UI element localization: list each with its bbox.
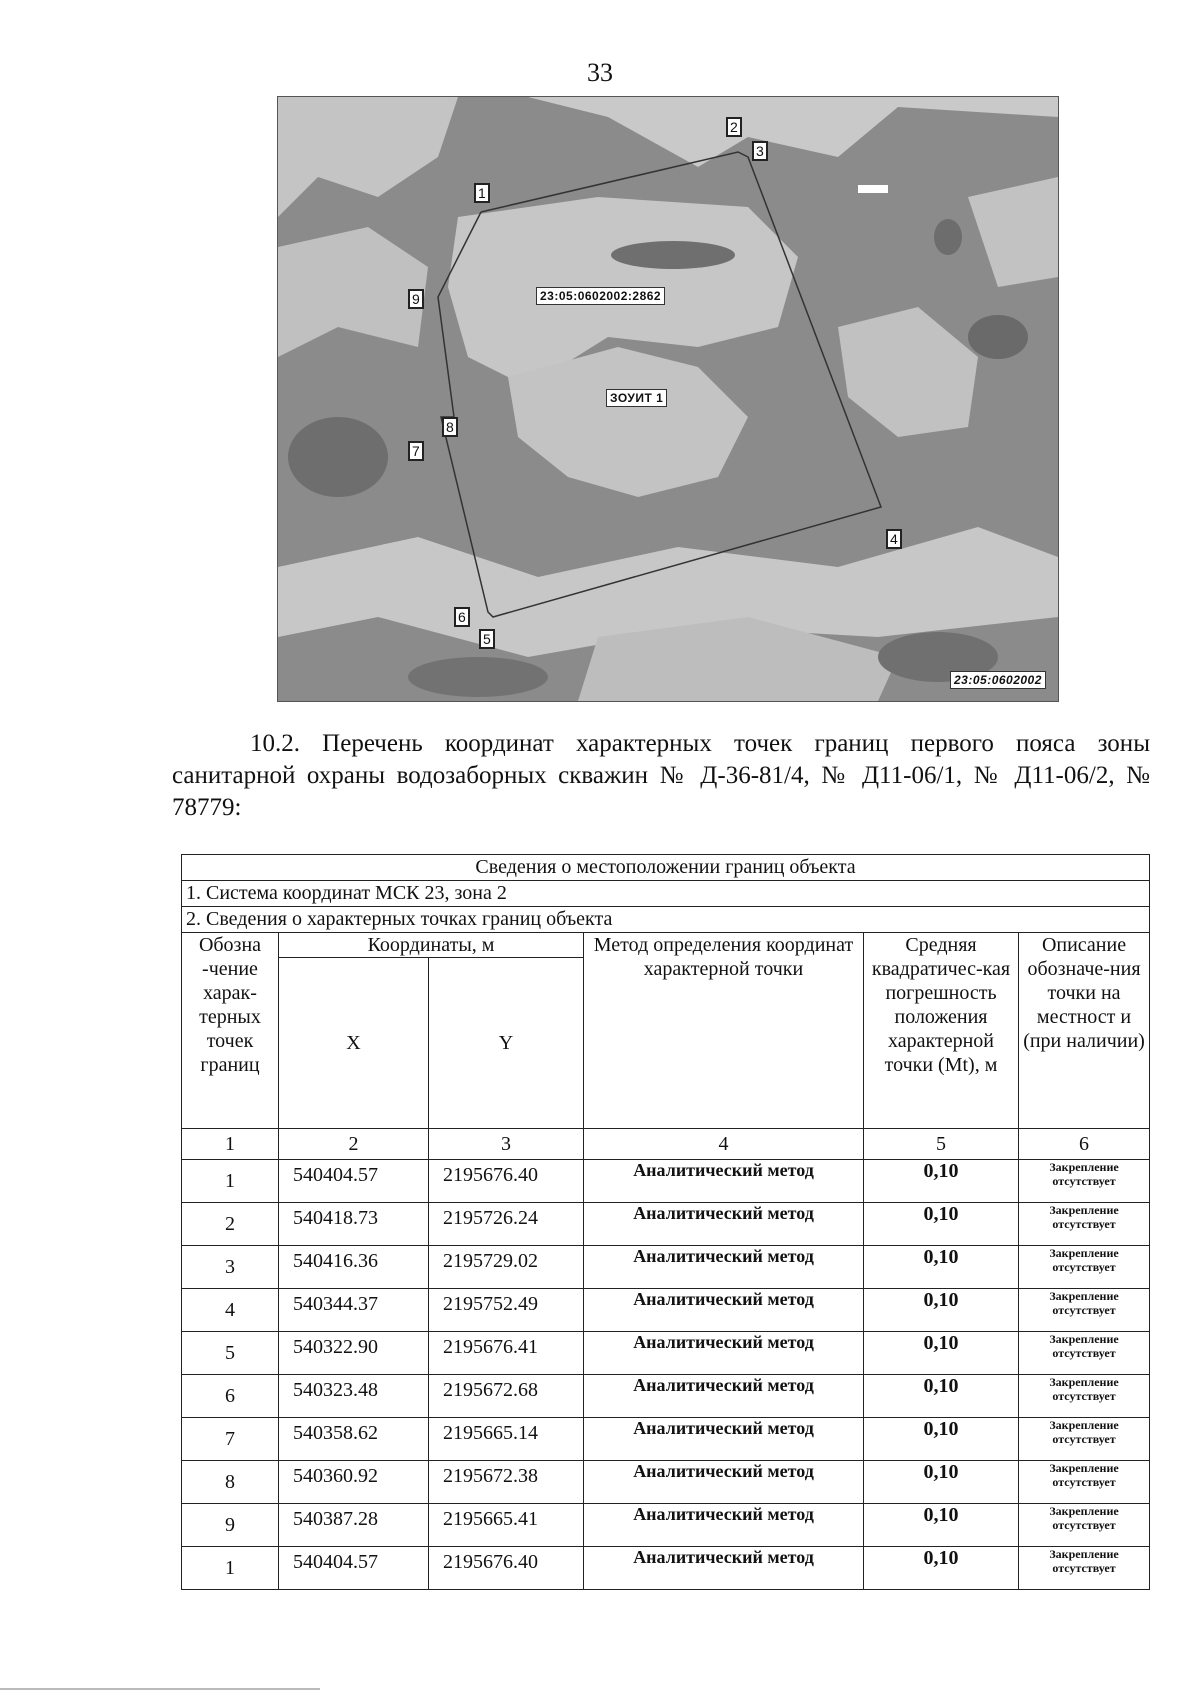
column-header-row	[182, 933, 1150, 958]
x-coordinate: 540358.62	[279, 1418, 429, 1461]
x-coordinate: 540344.37	[279, 1289, 429, 1332]
map-point-label: 5	[479, 629, 495, 649]
table-row	[182, 1203, 1150, 1246]
point-id: 3	[182, 1246, 279, 1289]
accuracy: 0,10	[864, 1203, 1019, 1246]
method: Аналитический метод	[584, 1461, 864, 1504]
col-designation: Обозна -чение харак-терных точек границ	[182, 933, 279, 1129]
method: Аналитический метод	[584, 1504, 864, 1547]
x-coordinate: 540404.57	[279, 1160, 429, 1203]
description: Закрепление отсутствует	[1019, 1246, 1150, 1289]
table-row	[182, 1246, 1150, 1289]
col-y: Y	[429, 958, 584, 1129]
description: Закрепление отсутствует	[1019, 1375, 1150, 1418]
y-coordinate: 2195676.40	[429, 1547, 584, 1590]
col-accuracy: Средняя квадратичес-кая погрешность положения характерной точки (Mt), м	[864, 933, 1019, 1129]
description: Закрепление отсутствует	[1019, 1547, 1150, 1590]
x-coordinate: 540418.73	[279, 1203, 429, 1246]
accuracy: 0,10	[864, 1461, 1019, 1504]
section-heading: 10.2. Перечень координат характерных точек границ первого пояса зоны санитарной охраны водозаборных скважин № Д-36-81/4, № Д11-06/1, № Д11-06/2, № 78779:	[172, 730, 1150, 821]
point-id: 1	[182, 1547, 279, 1590]
point-id: 9	[182, 1504, 279, 1547]
column-number: 2	[279, 1129, 429, 1160]
column-number: 1	[182, 1129, 279, 1160]
table-row	[182, 1332, 1150, 1375]
points-header: 2. Сведения о характерных точках границ объекта	[182, 907, 1150, 933]
point-id: 6	[182, 1375, 279, 1418]
table-title-row	[182, 855, 1150, 881]
zone-map	[277, 96, 1059, 702]
description: Закрепление отсутствует	[1019, 1461, 1150, 1504]
method: Аналитический метод	[584, 1289, 864, 1332]
map-point-label: 3	[752, 141, 768, 161]
y-coordinate: 2195676.41	[429, 1332, 584, 1375]
y-coordinate: 2195752.49	[429, 1289, 584, 1332]
point-id: 1	[182, 1160, 279, 1203]
accuracy: 0,10	[864, 1504, 1019, 1547]
column-number: 5	[864, 1129, 1019, 1160]
point-id: 2	[182, 1203, 279, 1246]
col-coordinates: Координаты, м	[279, 933, 584, 958]
zone-label: ЗОУИТ 1	[606, 389, 667, 407]
accuracy: 0,10	[864, 1375, 1019, 1418]
method: Аналитический метод	[584, 1418, 864, 1461]
x-coordinate: 540404.57	[279, 1547, 429, 1590]
col-description: Описание обозначе-ния точки на местност и (при наличии)	[1019, 933, 1150, 1129]
data-rows	[182, 1160, 1150, 1590]
description: Закрепление отсутствует	[1019, 1332, 1150, 1375]
map-point-label: 1	[474, 183, 490, 203]
column-number: 4	[584, 1129, 864, 1160]
description: Закрепление отсутствует	[1019, 1504, 1150, 1547]
column-number: 6	[1019, 1129, 1150, 1160]
y-coordinate: 2195665.41	[429, 1504, 584, 1547]
table-row	[182, 1461, 1150, 1504]
method: Аналитический метод	[584, 1160, 864, 1203]
coord-system-row	[182, 881, 1150, 907]
accuracy: 0,10	[864, 1547, 1019, 1590]
point-id: 4	[182, 1289, 279, 1332]
method: Аналитический метод	[584, 1375, 864, 1418]
map-point-label: 7	[408, 441, 424, 461]
y-coordinate: 2195665.14	[429, 1418, 584, 1461]
method: Аналитический метод	[584, 1246, 864, 1289]
cadastral-label: 23:05:0602002:2862	[536, 287, 665, 305]
point-id: 5	[182, 1332, 279, 1375]
description: Закрепление отсутствует	[1019, 1203, 1150, 1246]
method: Аналитический метод	[584, 1547, 864, 1590]
col-method: Метод определения координат характерной точки	[584, 933, 864, 1129]
cadastral-corner-label: 23:05:0602002	[950, 671, 1046, 689]
description: Закрепление отсутствует	[1019, 1160, 1150, 1203]
table-row	[182, 1375, 1150, 1418]
x-coordinate: 540360.92	[279, 1461, 429, 1504]
map-point-label: 2	[726, 117, 742, 137]
method: Аналитический метод	[584, 1332, 864, 1375]
description: Закрепление отсутствует	[1019, 1289, 1150, 1332]
x-coordinate: 540416.36	[279, 1246, 429, 1289]
table-row	[182, 1418, 1150, 1461]
map-point-label: 6	[454, 607, 470, 627]
coordinates-table	[181, 854, 1150, 1590]
y-coordinate: 2195676.40	[429, 1160, 584, 1203]
description: Закрепление отсутствует	[1019, 1418, 1150, 1461]
accuracy: 0,10	[864, 1160, 1019, 1203]
coord-system: 1. Система координат МСК 23, зона 2	[182, 881, 1150, 907]
method: Аналитический метод	[584, 1203, 864, 1246]
x-coordinate: 540322.90	[279, 1332, 429, 1375]
points-header-row	[182, 907, 1150, 933]
y-coordinate: 2195726.24	[429, 1203, 584, 1246]
accuracy: 0,10	[864, 1246, 1019, 1289]
map-point-label: 8	[442, 417, 458, 437]
col-x: X	[279, 958, 429, 1129]
map-point-label: 9	[408, 289, 424, 309]
table-row	[182, 1547, 1150, 1590]
y-coordinate: 2195672.68	[429, 1375, 584, 1418]
table-row	[182, 1160, 1150, 1203]
table-row	[182, 1289, 1150, 1332]
x-coordinate: 540387.28	[279, 1504, 429, 1547]
y-coordinate: 2195672.38	[429, 1461, 584, 1504]
point-id: 8	[182, 1461, 279, 1504]
bottom-divider	[0, 1688, 320, 1690]
point-id: 7	[182, 1418, 279, 1461]
map-point-label: 4	[886, 529, 902, 549]
x-coordinate: 540323.48	[279, 1375, 429, 1418]
y-coordinate: 2195729.02	[429, 1246, 584, 1289]
table-title: Сведения о местоположении границ объекта	[182, 855, 1150, 881]
accuracy: 0,10	[864, 1289, 1019, 1332]
page-number: 33	[587, 58, 613, 87]
column-number-row	[182, 1129, 1150, 1160]
map-terrain	[278, 97, 1058, 701]
accuracy: 0,10	[864, 1418, 1019, 1461]
accuracy: 0,10	[864, 1332, 1019, 1375]
table-row	[182, 1504, 1150, 1547]
column-number: 3	[429, 1129, 584, 1160]
